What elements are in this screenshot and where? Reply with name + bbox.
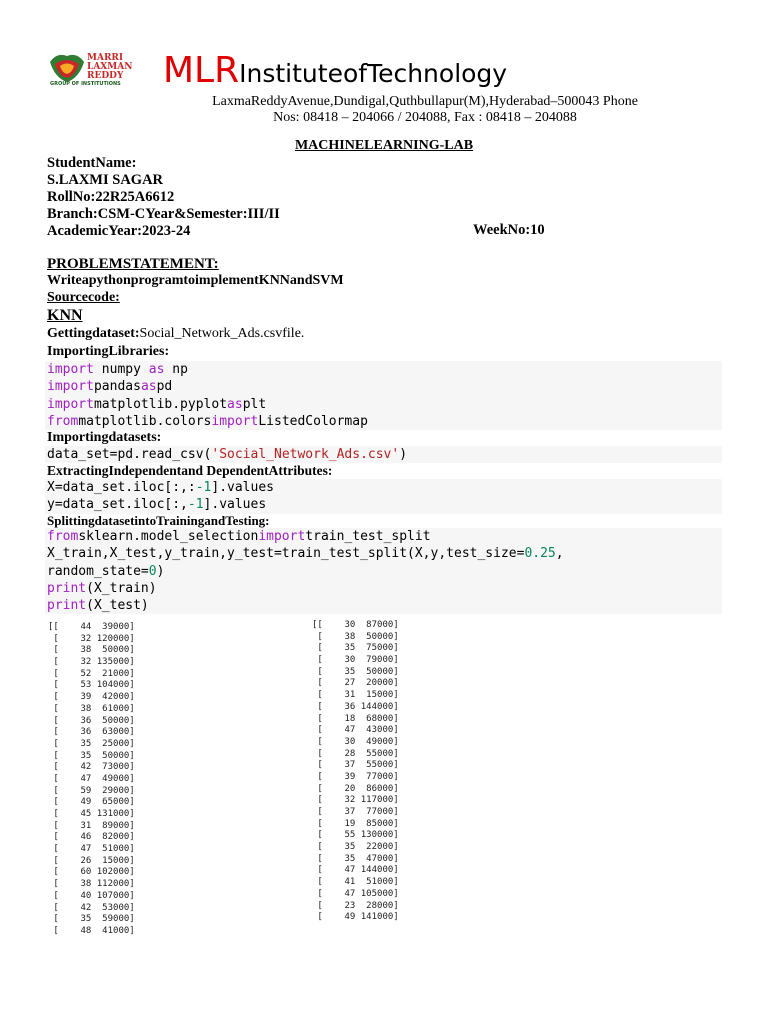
output-x-test	[312, 620, 399, 922]
output-row: [[ 44 39000]	[48, 622, 135, 632]
output-row: [ 47 49000]	[48, 773, 135, 784]
output-x-train	[48, 622, 135, 936]
code-line	[47, 446, 722, 463]
code-token: 0.25	[524, 546, 556, 562]
dataset-line	[47, 326, 304, 342]
code-token: 'Social_Network_Ads.csv'	[211, 447, 400, 462]
output-row: [ 20 86000]	[312, 783, 399, 794]
output-row: [ 31 89000]	[48, 820, 135, 831]
code-line	[47, 545, 722, 562]
code-token: X=data_set.iloc[:,:	[47, 480, 196, 495]
code-token: pandas	[93, 379, 141, 395]
output-row: [ 26 15000]	[48, 855, 135, 866]
importing-libraries-heading: ImportingLibraries:	[47, 344, 170, 359]
code-token: print	[47, 598, 87, 614]
roll-number: RollNo:22R25A6612	[47, 189, 175, 205]
output-row: [ 35 25000]	[48, 738, 135, 749]
address-line-1: LaxmaReddyAvenue,Dundigal,Quthbullapur(M),Hyderabad–500043 Phone	[212, 94, 638, 109]
output-row: [ 39 77000]	[312, 771, 399, 782]
code-token: np	[164, 362, 188, 377]
extracting-heading: ExtractingIndependentand DependentAttributes:	[47, 463, 333, 478]
output-row: [ 19 85000]	[312, 818, 399, 829]
code-block-split	[45, 528, 722, 614]
output-row: [[ 30 87000]	[312, 620, 399, 630]
output-row: [ 35 50000]	[312, 666, 399, 677]
code-token: import	[47, 379, 94, 395]
problem-heading: PROBLEMSTATEMENT:	[47, 256, 219, 272]
code-line	[47, 396, 722, 413]
code-token: as	[148, 362, 165, 377]
institution-logo	[47, 50, 147, 86]
code-line	[47, 413, 722, 430]
output-row: [ 49 65000]	[48, 797, 135, 808]
code-token: matplotlib.colors	[78, 413, 212, 429]
code-line	[47, 479, 722, 496]
institute-title	[163, 50, 507, 91]
code-token: as	[140, 379, 157, 395]
output-row: [ 32 135000]	[48, 657, 135, 668]
output-row: [ 47 43000]	[312, 725, 399, 736]
address-line-2: Nos: 08418 – 204066 / 204088, Fax : 08418 – 204088	[273, 110, 577, 125]
source-code-heading: Sourcecode:	[47, 290, 120, 305]
output-row: [ 46 82000]	[48, 832, 135, 843]
code-token: -1	[195, 480, 212, 495]
output-row: [ 59 29000]	[48, 785, 135, 796]
output-row: [ 41 51000]	[312, 877, 399, 888]
code-token: sklearn.model_selection	[78, 529, 259, 544]
output-row: [ 36 63000]	[48, 727, 135, 738]
code-line	[47, 597, 722, 614]
problem-statement: WriteapythonprogramtoimplementKNNandSVM	[47, 273, 344, 288]
code-token: random_state=	[47, 563, 149, 579]
academic-year: AcademicYear:2023-24	[47, 223, 191, 239]
output-row: [ 35 50000]	[48, 750, 135, 761]
dataset-label: Gettingdataset:	[47, 326, 140, 341]
knn-heading: KNN	[47, 307, 83, 324]
output-row: [ 18 68000]	[312, 713, 399, 724]
output-row: [ 31 15000]	[312, 690, 399, 701]
output-row: [ 37 77000]	[312, 807, 399, 817]
code-token: import	[47, 362, 94, 377]
output-row: [ 37 55000]	[312, 760, 399, 771]
output-row: [ 40 107000]	[48, 890, 135, 901]
code-token: ,	[555, 546, 564, 562]
code-token: -1	[187, 497, 204, 513]
code-token: numpy	[93, 362, 149, 377]
code-token: )	[399, 447, 408, 462]
output-row: [ 39 42000]	[48, 692, 135, 703]
code-token: ].values	[211, 480, 274, 495]
code-line	[47, 580, 722, 597]
output-row: [ 35 22000]	[312, 842, 399, 853]
code-block-read	[45, 446, 722, 463]
output-row: [ 55 130000]	[312, 830, 399, 841]
code-line	[47, 361, 722, 378]
output-row: [ 38 50000]	[312, 631, 399, 642]
code-token: X_train,X_test,y_train,y_test=train_test_split(X,y,test_size=	[47, 546, 525, 562]
splitting-heading: SplittingdatasetintoTrainingandTesting:	[47, 513, 270, 528]
dataset-value: Social_Network_Ads.csvfile.	[139, 326, 305, 341]
output-row: [ 53 104000]	[48, 680, 135, 691]
output-row: [ 38 61000]	[48, 703, 135, 714]
output-row: [ 38 50000]	[48, 645, 135, 656]
title-rest: InstituteofTechnology	[239, 59, 508, 88]
code-token: from	[47, 413, 79, 429]
output-row: [ 49 141000]	[312, 912, 399, 923]
output-row: [ 45 131000]	[48, 809, 135, 819]
output-row: [ 35 75000]	[312, 643, 399, 654]
code-token: 0	[148, 563, 157, 579]
branch-semester: Branch:CSM-CYear&Semester:III/II	[47, 206, 280, 222]
code-line	[47, 378, 722, 395]
logo-text-line: MARRI	[87, 53, 124, 63]
logo-text-line: LAXMAN	[87, 62, 133, 72]
code-token: matplotlib.pyplot	[93, 396, 228, 412]
code-token: from	[47, 529, 79, 544]
code-token: pd	[156, 379, 173, 395]
output-row: [ 52 21000]	[48, 668, 135, 679]
output-row: [ 27 20000]	[312, 678, 399, 689]
code-token: print	[47, 580, 87, 596]
code-token: (X_test)	[86, 598, 149, 614]
output-row: [ 28 55000]	[312, 748, 399, 759]
code-token: as	[227, 396, 243, 412]
code-token: ListedColormap	[258, 413, 368, 429]
week-number: WeekNo:10	[473, 222, 545, 238]
output-row: [ 47 51000]	[48, 844, 135, 855]
code-block-imports	[45, 361, 722, 430]
output-row: [ 48 41000]	[48, 925, 135, 936]
code-line	[47, 496, 722, 513]
output-row: [ 32 117000]	[312, 795, 399, 806]
logo-tagline: GROUP OF INSTITUTIONS	[50, 81, 121, 87]
code-token: data_set=pd.read_csv(	[47, 447, 212, 462]
output-row: [ 36 144000]	[312, 701, 399, 712]
code-token: y=data_set.iloc[:,	[47, 497, 188, 513]
lab-title: MACHINELEARNING-LAB	[294, 138, 474, 153]
output-row: [ 35 59000]	[48, 914, 135, 925]
output-row: [ 42 73000]	[48, 762, 135, 773]
code-token: import	[47, 396, 94, 412]
code-token: train_test_split	[305, 529, 431, 544]
student-name-label: StudentName:	[47, 155, 137, 171]
code-token: import	[211, 413, 259, 429]
output-row: [ 47 144000]	[312, 865, 399, 876]
output-row: [ 35 47000]	[312, 853, 399, 864]
code-token: (X_train)	[86, 580, 157, 596]
output-row: [ 36 50000]	[48, 715, 135, 726]
output-row: [ 23 28000]	[312, 900, 399, 911]
importing-datasets-heading: Importingdatasets:	[47, 430, 162, 445]
output-row: [ 38 112000]	[48, 879, 135, 890]
code-token: )	[156, 563, 165, 579]
code-line	[47, 563, 722, 580]
code-token: plt	[242, 396, 267, 412]
output-row: [ 60 102000]	[48, 867, 135, 878]
output-row: [ 42 53000]	[48, 902, 135, 913]
code-line	[47, 528, 722, 545]
logo-text-line: REDDY	[87, 71, 124, 81]
output-row: [ 47 105000]	[312, 888, 399, 899]
output-row: [ 30 79000]	[312, 655, 399, 666]
student-name: S.LAXMI SAGAR	[47, 172, 164, 188]
code-token: ].values	[203, 497, 267, 513]
code-block-extract	[45, 479, 722, 514]
output-row: [ 30 49000]	[312, 736, 399, 747]
title-mlr: MLR	[163, 50, 240, 91]
code-token: import	[258, 529, 306, 544]
output-row: [ 32 120000]	[48, 633, 135, 644]
